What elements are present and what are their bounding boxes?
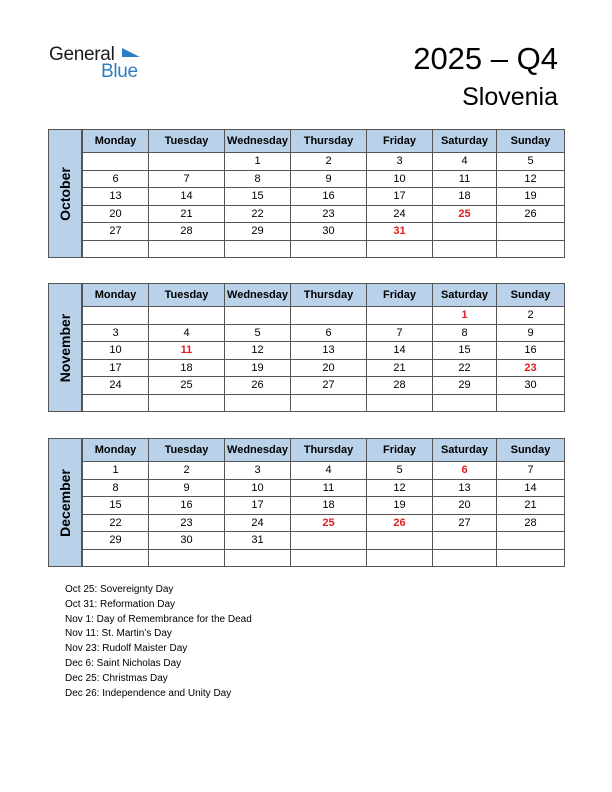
day-cell: 25 [433, 205, 497, 223]
day-cell: 4 [433, 153, 497, 171]
day-cell: 20 [291, 359, 367, 377]
day-cell: 26 [497, 205, 565, 223]
day-cell [291, 549, 367, 567]
month-name: October [57, 166, 73, 221]
day-cell: 10 [83, 342, 149, 360]
week-row [83, 549, 565, 567]
weekday-header: Wednesday [225, 130, 291, 153]
day-cell: 6 [291, 324, 367, 342]
day-cell: 16 [291, 188, 367, 206]
day-cell: 18 [149, 359, 225, 377]
day-cell: 23 [291, 205, 367, 223]
day-cell: 24 [367, 205, 433, 223]
day-cell: 28 [367, 377, 433, 395]
day-cell [433, 240, 497, 258]
day-cell: 29 [83, 532, 149, 550]
week-row [83, 223, 565, 241]
day-cell: 3 [225, 462, 291, 480]
day-cell: 11 [291, 479, 367, 497]
day-cell: 4 [149, 324, 225, 342]
day-cell: 19 [367, 497, 433, 515]
day-cell: 6 [83, 170, 149, 188]
weekday-header: Wednesday [225, 439, 291, 462]
day-cell [83, 394, 149, 412]
day-cell: 8 [225, 170, 291, 188]
day-cell: 22 [433, 359, 497, 377]
holiday-item: Nov 11: St. Martin’s Day [65, 628, 172, 640]
month-table [82, 129, 565, 258]
day-cell: 6 [433, 462, 497, 480]
day-cell [291, 394, 367, 412]
day-cell: 31 [367, 223, 433, 241]
day-cell: 10 [367, 170, 433, 188]
month-table [82, 438, 565, 567]
day-cell [367, 549, 433, 567]
day-cell: 1 [83, 462, 149, 480]
day-cell: 24 [225, 514, 291, 532]
weekday-header: Sunday [497, 130, 565, 153]
day-cell [433, 223, 497, 241]
weekday-header: Saturday [433, 439, 497, 462]
day-cell: 22 [225, 205, 291, 223]
weekday-header-row [83, 284, 565, 307]
day-cell [367, 532, 433, 550]
day-cell [291, 307, 367, 325]
week-row [83, 307, 565, 325]
day-cell: 15 [83, 497, 149, 515]
day-cell: 8 [433, 324, 497, 342]
weekday-header: Tuesday [149, 439, 225, 462]
day-cell: 23 [497, 359, 565, 377]
week-row [83, 377, 565, 395]
day-cell: 30 [497, 377, 565, 395]
day-cell [291, 532, 367, 550]
day-cell: 12 [497, 170, 565, 188]
day-cell: 18 [433, 188, 497, 206]
week-row [83, 497, 565, 515]
month-label [48, 129, 82, 258]
weekday-header: Wednesday [225, 284, 291, 307]
day-cell: 21 [367, 359, 433, 377]
day-cell: 21 [497, 497, 565, 515]
day-cell: 14 [367, 342, 433, 360]
day-cell: 9 [497, 324, 565, 342]
day-cell [149, 240, 225, 258]
month-name: December [57, 468, 73, 537]
day-cell: 14 [149, 188, 225, 206]
day-cell: 2 [149, 462, 225, 480]
weekday-header: Friday [367, 439, 433, 462]
day-cell: 5 [367, 462, 433, 480]
holiday-item: Nov 23: Rudolf Maister Day [65, 643, 188, 655]
day-cell: 2 [291, 153, 367, 171]
day-cell: 27 [291, 377, 367, 395]
day-cell: 10 [225, 479, 291, 497]
day-cell: 27 [83, 223, 149, 241]
day-cell: 23 [149, 514, 225, 532]
day-cell [149, 153, 225, 171]
weekday-header: Sunday [497, 284, 565, 307]
day-cell: 7 [497, 462, 565, 480]
day-cell: 17 [225, 497, 291, 515]
day-cell [497, 240, 565, 258]
day-cell: 17 [83, 359, 149, 377]
day-cell: 9 [291, 170, 367, 188]
day-cell: 14 [497, 479, 565, 497]
day-cell: 19 [225, 359, 291, 377]
day-cell: 3 [367, 153, 433, 171]
day-cell: 17 [367, 188, 433, 206]
day-cell [83, 153, 149, 171]
day-cell: 1 [433, 307, 497, 325]
weekday-header: Thursday [291, 284, 367, 307]
day-cell [433, 549, 497, 567]
week-row [83, 170, 565, 188]
day-cell: 12 [225, 342, 291, 360]
holiday-item: Dec 25: Christmas Day [65, 672, 168, 684]
day-cell: 15 [433, 342, 497, 360]
day-cell: 13 [433, 479, 497, 497]
month-name: November [57, 313, 73, 382]
week-row [83, 324, 565, 342]
weekday-header: Saturday [433, 130, 497, 153]
day-cell [497, 223, 565, 241]
day-cell [497, 532, 565, 550]
week-row [83, 342, 565, 360]
page-title: 2025 – Q4 [413, 41, 558, 76]
day-cell: 11 [433, 170, 497, 188]
weekday-header: Friday [367, 284, 433, 307]
month-label [48, 283, 82, 412]
weekday-header: Monday [83, 130, 149, 153]
holiday-item: Dec 6: Saint Nicholas Day [65, 657, 182, 669]
generalblue-logo [49, 44, 149, 84]
weekday-header: Thursday [291, 439, 367, 462]
weekday-header-row [83, 130, 565, 153]
day-cell: 21 [149, 205, 225, 223]
day-cell [367, 394, 433, 412]
day-cell: 26 [225, 377, 291, 395]
holiday-item: Oct 25: Sovereignty Day [65, 584, 174, 595]
day-cell: 28 [149, 223, 225, 241]
day-cell [433, 394, 497, 412]
weekday-header: Saturday [433, 284, 497, 307]
logo-word-blue: Blue [101, 61, 138, 82]
month-label [48, 438, 82, 567]
day-cell: 19 [497, 188, 565, 206]
day-cell [225, 394, 291, 412]
day-cell: 12 [367, 479, 433, 497]
weekday-header: Thursday [291, 130, 367, 153]
day-cell: 29 [433, 377, 497, 395]
week-row [83, 240, 565, 258]
week-row [83, 532, 565, 550]
day-cell: 27 [433, 514, 497, 532]
logo-flag-icon [122, 48, 140, 57]
day-cell: 8 [83, 479, 149, 497]
day-cell [225, 240, 291, 258]
day-cell [225, 307, 291, 325]
month-table [82, 283, 565, 412]
day-cell [149, 307, 225, 325]
day-cell: 13 [83, 188, 149, 206]
week-row [83, 359, 565, 377]
day-cell: 7 [149, 170, 225, 188]
day-cell: 29 [225, 223, 291, 241]
day-cell: 20 [83, 205, 149, 223]
weekday-header-row [83, 439, 565, 462]
day-cell [367, 307, 433, 325]
day-cell [291, 240, 367, 258]
day-cell: 22 [83, 514, 149, 532]
day-cell: 30 [291, 223, 367, 241]
day-cell: 9 [149, 479, 225, 497]
day-cell: 25 [291, 514, 367, 532]
day-cell: 15 [225, 188, 291, 206]
day-cell [83, 240, 149, 258]
weekday-header: Tuesday [149, 130, 225, 153]
logo-word-general: General [49, 44, 115, 65]
week-row [83, 479, 565, 497]
weekday-header: Monday [83, 439, 149, 462]
day-cell: 4 [291, 462, 367, 480]
holiday-item: Nov 1: Day of Remembrance for the Dead [65, 613, 252, 625]
weekday-header: Friday [367, 130, 433, 153]
day-cell [497, 394, 565, 412]
day-cell: 31 [225, 532, 291, 550]
day-cell [367, 240, 433, 258]
day-cell [497, 549, 565, 567]
week-row [83, 153, 565, 171]
week-row [83, 462, 565, 480]
day-cell: 11 [149, 342, 225, 360]
day-cell: 28 [497, 514, 565, 532]
weekday-header: Sunday [497, 439, 565, 462]
day-cell: 13 [291, 342, 367, 360]
day-cell: 18 [291, 497, 367, 515]
weekday-header: Monday [83, 284, 149, 307]
day-cell: 20 [433, 497, 497, 515]
day-cell [149, 549, 225, 567]
day-cell: 25 [149, 377, 225, 395]
week-row [83, 188, 565, 206]
day-cell: 24 [83, 377, 149, 395]
day-cell: 3 [83, 324, 149, 342]
day-cell: 26 [367, 514, 433, 532]
weekday-header: Tuesday [149, 284, 225, 307]
day-cell: 7 [367, 324, 433, 342]
day-cell [225, 549, 291, 567]
week-row [83, 394, 565, 412]
holiday-item: Oct 31: Reformation Day [65, 598, 176, 610]
day-cell: 2 [497, 307, 565, 325]
holiday-list [65, 583, 252, 701]
day-cell: 5 [497, 153, 565, 171]
day-cell: 1 [225, 153, 291, 171]
week-row [83, 205, 565, 223]
day-cell [83, 307, 149, 325]
day-cell [433, 532, 497, 550]
day-cell: 30 [149, 532, 225, 550]
holiday-item: Dec 26: Independence and Unity Day [65, 687, 232, 699]
day-cell [83, 549, 149, 567]
country-name: Slovenia [462, 83, 558, 111]
day-cell: 16 [497, 342, 565, 360]
day-cell: 16 [149, 497, 225, 515]
day-cell: 5 [225, 324, 291, 342]
day-cell [149, 394, 225, 412]
week-row [83, 514, 565, 532]
